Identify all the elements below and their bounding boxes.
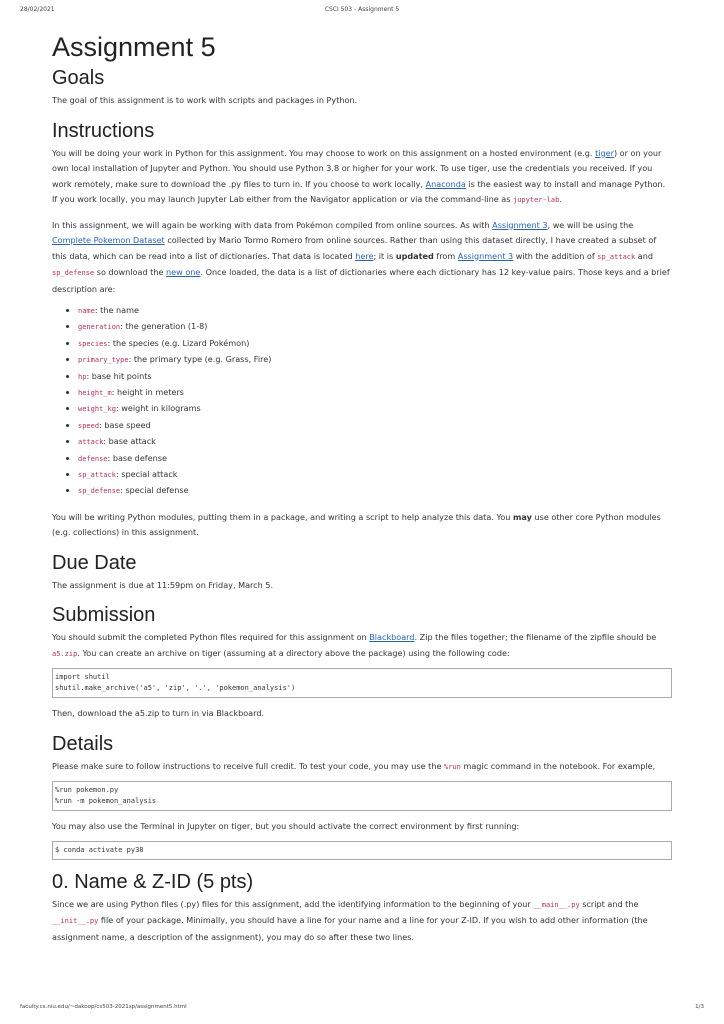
text-span: Please make sure to follow instructions to receive full credit. To test your code, you may use the — [52, 760, 445, 771]
page-number: 1/3 — [695, 1004, 704, 1010]
key-description: : base attack — [103, 436, 156, 447]
data-here-link[interactable]: here — [355, 250, 374, 261]
submission-heading: Submission — [52, 604, 156, 627]
print-url: faculty.cs.niu.edu/~dakoop/cs503-2021sp/assignment5.html — [20, 1004, 187, 1010]
page-title: Assignment 5 — [52, 32, 216, 62]
text-span: Since we are using Python files (.py) files for this assignment, add the identifying information to the beginning of your — [52, 898, 534, 909]
text-span: In this assignment, we will again be working with data from Pokémon compiled from online sources. As with — [52, 219, 493, 230]
list-item — [78, 369, 672, 385]
anaconda-link[interactable]: Anaconda — [425, 178, 466, 189]
init-py-code: __init__.py — [52, 917, 99, 926]
key-code: primary_type — [78, 356, 129, 365]
key-description: : the species (e.g. Lizard Pokémon) — [107, 337, 250, 348]
text-span: ; it is — [373, 250, 396, 261]
list-item — [78, 434, 672, 450]
assignment-3-link[interactable]: Assignment 3 — [492, 219, 548, 230]
list-item — [78, 451, 672, 467]
text-span: is the easiest way to install and manage Python. If you work locally, you may launch Jupyter Lab either from the Navigator application or via the command-line as — [52, 178, 666, 204]
details-code-block-1: %run pokemon.py %run -m pokemon_analysis — [52, 781, 672, 811]
key-code: hp — [78, 372, 87, 381]
text-span: . You can create an archive on tiger (assuming at a directory above the package) using the following code: — [77, 647, 510, 658]
print-title: CSCI 503 - Assignment 5 — [324, 6, 400, 13]
print-date: 28/02/2021 — [20, 6, 55, 13]
instructions-paragraph-3 — [52, 510, 672, 541]
text-span: script and the — [579, 898, 639, 909]
text-span: You will be writing Python modules, putting them in a package, and writing a script to help analyze this data. You — [52, 511, 513, 522]
text-span: . Once loaded, the data is a list of dictionaries where each dictionary has 12 key-value pairs. Those keys and a brief description are: — [52, 267, 670, 294]
list-item — [78, 418, 672, 434]
main-py-code: __main__.py — [533, 900, 580, 909]
key-description: : the name — [94, 305, 139, 315]
name-zid-paragraph — [52, 897, 672, 946]
key-code: sp_defense — [78, 487, 121, 496]
list-item — [78, 319, 672, 335]
list-item — [78, 467, 672, 483]
text-span: file of your package. Minimally, you should have a line for your name and a line for your Z-ID. If you wish to add other information (the assignment name, a description of the assignment), you may do so after these two lines. — [52, 915, 648, 942]
list-item — [78, 303, 672, 319]
text-span: with the addition of — [513, 250, 598, 261]
run-magic-code: %run — [444, 762, 461, 771]
key-description: : special defense — [120, 485, 189, 496]
key-code: name — [78, 307, 95, 315]
text-span: so download the — [94, 267, 167, 277]
sp-attack-code: sp_attack — [597, 252, 636, 261]
text-span: from — [433, 250, 458, 261]
text-span: . — [559, 194, 562, 204]
key-description: : the primary type (e.g. Grass, Fire) — [128, 354, 272, 365]
document-content — [52, 30, 672, 951]
key-code: attack — [78, 438, 104, 447]
text-span: , we will be using the — [547, 219, 634, 230]
instructions-heading: Instructions — [52, 119, 155, 142]
key-code: generation — [78, 323, 121, 332]
key-code: speed — [78, 421, 100, 430]
text-span: ) or on your own local installation of Jupyter and Python. You should use Python 3.8 or higher for your work. To use tiger, use the credentials you received. If you work remotely, make sure to download the .py files to turn in. If you choose to work locally, — [52, 147, 662, 189]
key-code: sp_attack — [78, 471, 116, 480]
text-span: . Zip the files together; the filename of the zipfile should be — [414, 632, 657, 643]
key-description: : special attack — [115, 469, 178, 480]
details-paragraph-1 — [52, 759, 672, 776]
text-span: use other core Python modules (e.g. collections) in this assignment. — [52, 511, 661, 538]
key-code: defense — [78, 454, 108, 463]
instructions-paragraph-2 — [52, 218, 672, 298]
list-item — [78, 483, 672, 499]
key-description: : base defense — [107, 452, 167, 463]
list-item — [78, 401, 672, 417]
sp-defense-code: sp_defense — [52, 269, 95, 277]
key-description: : height in meters — [111, 387, 184, 398]
text-span: magic command in the notebook. For example, — [460, 760, 656, 771]
pokemon-dataset-link[interactable]: Complete Pokemon Dataset — [52, 235, 165, 245]
submission-paragraph-2: Then, download the a5.zip to turn in via Blackboard. — [52, 708, 265, 719]
key-description: : base speed — [99, 419, 151, 430]
list-item — [78, 336, 672, 352]
key-code: species — [78, 339, 108, 348]
key-description: : base hit points — [86, 370, 152, 381]
print-header — [20, 6, 704, 18]
new-one-link[interactable]: new one — [166, 267, 201, 277]
key-description: : weight in kilograms — [115, 403, 201, 414]
goals-heading: Goals — [52, 67, 105, 89]
text-span: You will be doing your work in Python for this assignment. You may choose to work on this assignment on a hosted environment (e.g. — [52, 147, 596, 158]
due-date-text: The assignment is due at 11:59pm on Friday, March 5. — [52, 579, 274, 590]
text-span: collected by Mario Tormo Romero from online sources. Rather than using this dataset directly, I have created a subset of this data, which can be read into a list of dictionaries. That data is located — [52, 235, 657, 261]
name-zid-heading: 0. Name & Z-ID (5 pts) — [52, 870, 254, 893]
key-description: : the generation (1-8) — [120, 321, 208, 332]
print-footer — [20, 1004, 704, 1016]
instructions-paragraph-1 — [52, 146, 672, 209]
may-bold: may — [513, 511, 532, 522]
details-code-block-2: $ conda activate py38 — [52, 841, 672, 860]
updated-bold: updated — [395, 250, 434, 261]
list-item — [78, 352, 672, 368]
details-heading: Details — [52, 732, 114, 755]
due-date-heading: Due Date — [52, 551, 137, 574]
key-code: height_m — [78, 389, 112, 398]
text-span: You should submit the completed Python files required for this assignment on — [52, 632, 370, 643]
assignment-3-link-2[interactable]: Assignment 3 — [457, 250, 514, 261]
text-span: and — [635, 250, 654, 261]
blackboard-link[interactable]: Blackboard — [369, 632, 415, 643]
submission-code-block: import shutil shutil.make_archive('a5', 'zip', '.', 'pokemon_analysis') — [52, 668, 672, 698]
tiger-link[interactable]: tiger — [595, 147, 614, 158]
jupyter-lab-code: jupyter-lab — [513, 196, 560, 204]
list-item — [78, 385, 672, 401]
keys-list — [52, 303, 672, 500]
goals-text: The goal of this assignment is to work with scripts and packages in Python. — [52, 95, 358, 105]
details-paragraph-2: You may also use the Terminal in Jupyter on tiger, but you should activate the correct environment by first running: — [52, 821, 520, 832]
zip-filename-code: a5.zip — [52, 649, 78, 658]
submission-paragraph-1 — [52, 630, 672, 662]
key-code: weight_kg — [78, 405, 116, 414]
